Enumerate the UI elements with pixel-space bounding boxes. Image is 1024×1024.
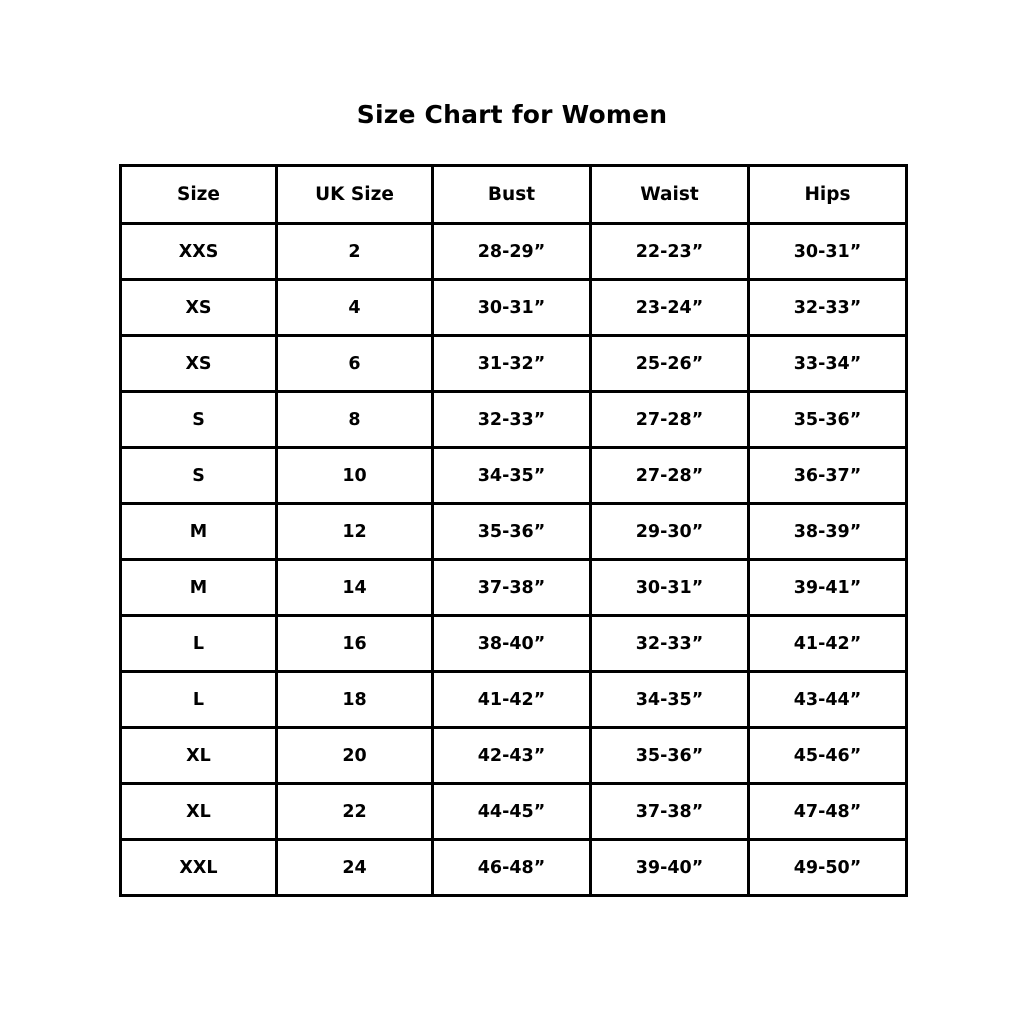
cell-waist: 25-26” (591, 336, 749, 392)
cell-size: XS (121, 280, 277, 336)
cell-waist: 22-23” (591, 224, 749, 280)
table-row (121, 672, 907, 728)
table-row (121, 336, 907, 392)
cell-uk-size: 4 (277, 280, 433, 336)
cell-size: S (121, 448, 277, 504)
cell-hips: 38-39” (749, 504, 907, 560)
cell-bust: 35-36” (433, 504, 591, 560)
table-row (121, 392, 907, 448)
cell-size: XL (121, 784, 277, 840)
cell-bust: 44-45” (433, 784, 591, 840)
size-chart-table (119, 164, 908, 897)
cell-bust: 41-42” (433, 672, 591, 728)
cell-waist: 32-33” (591, 616, 749, 672)
table-row (121, 280, 907, 336)
cell-bust: 37-38” (433, 560, 591, 616)
cell-waist: 27-28” (591, 392, 749, 448)
table-row (121, 224, 907, 280)
cell-waist: 34-35” (591, 672, 749, 728)
table-row (121, 560, 907, 616)
page-title: Size Chart for Women (356, 100, 668, 129)
cell-waist: 35-36” (591, 728, 749, 784)
table-header (121, 166, 907, 224)
cell-uk-size: 6 (277, 336, 433, 392)
cell-bust: 32-33” (433, 392, 591, 448)
table-header-row (121, 166, 907, 224)
cell-waist: 29-30” (591, 504, 749, 560)
column-header-waist: Waist (591, 166, 749, 224)
cell-size: M (121, 504, 277, 560)
cell-uk-size: 8 (277, 392, 433, 448)
cell-waist: 27-28” (591, 448, 749, 504)
cell-bust: 46-48” (433, 840, 591, 896)
cell-hips: 49-50” (749, 840, 907, 896)
cell-uk-size: 22 (277, 784, 433, 840)
cell-hips: 47-48” (749, 784, 907, 840)
cell-uk-size: 12 (277, 504, 433, 560)
size-chart-table-wrapper (119, 164, 905, 897)
table-row (121, 448, 907, 504)
cell-hips: 45-46” (749, 728, 907, 784)
column-header-bust: Bust (433, 166, 591, 224)
cell-hips: 35-36” (749, 392, 907, 448)
cell-waist: 23-24” (591, 280, 749, 336)
cell-waist: 37-38” (591, 784, 749, 840)
cell-bust: 42-43” (433, 728, 591, 784)
cell-bust: 30-31” (433, 280, 591, 336)
cell-uk-size: 20 (277, 728, 433, 784)
cell-size: XXS (121, 224, 277, 280)
cell-size: M (121, 560, 277, 616)
cell-size: S (121, 392, 277, 448)
cell-hips: 33-34” (749, 336, 907, 392)
cell-size: XL (121, 728, 277, 784)
cell-hips: 36-37” (749, 448, 907, 504)
table-row (121, 616, 907, 672)
column-header-uk-size: UK Size (277, 166, 433, 224)
cell-hips: 30-31” (749, 224, 907, 280)
cell-uk-size: 18 (277, 672, 433, 728)
table-row (121, 784, 907, 840)
cell-hips: 43-44” (749, 672, 907, 728)
cell-size: XXL (121, 840, 277, 896)
cell-uk-size: 16 (277, 616, 433, 672)
cell-hips: 32-33” (749, 280, 907, 336)
cell-bust: 34-35” (433, 448, 591, 504)
column-header-hips: Hips (749, 166, 907, 224)
cell-hips: 41-42” (749, 616, 907, 672)
table-row (121, 840, 907, 896)
cell-hips: 39-41” (749, 560, 907, 616)
cell-size: XS (121, 336, 277, 392)
cell-size: L (121, 616, 277, 672)
cell-uk-size: 24 (277, 840, 433, 896)
table-row (121, 504, 907, 560)
cell-waist: 39-40” (591, 840, 749, 896)
cell-uk-size: 2 (277, 224, 433, 280)
table-body (121, 224, 907, 896)
cell-size: L (121, 672, 277, 728)
cell-uk-size: 14 (277, 560, 433, 616)
table-row (121, 728, 907, 784)
column-header-size: Size (121, 166, 277, 224)
cell-bust: 31-32” (433, 336, 591, 392)
cell-bust: 28-29” (433, 224, 591, 280)
cell-waist: 30-31” (591, 560, 749, 616)
cell-bust: 38-40” (433, 616, 591, 672)
cell-uk-size: 10 (277, 448, 433, 504)
